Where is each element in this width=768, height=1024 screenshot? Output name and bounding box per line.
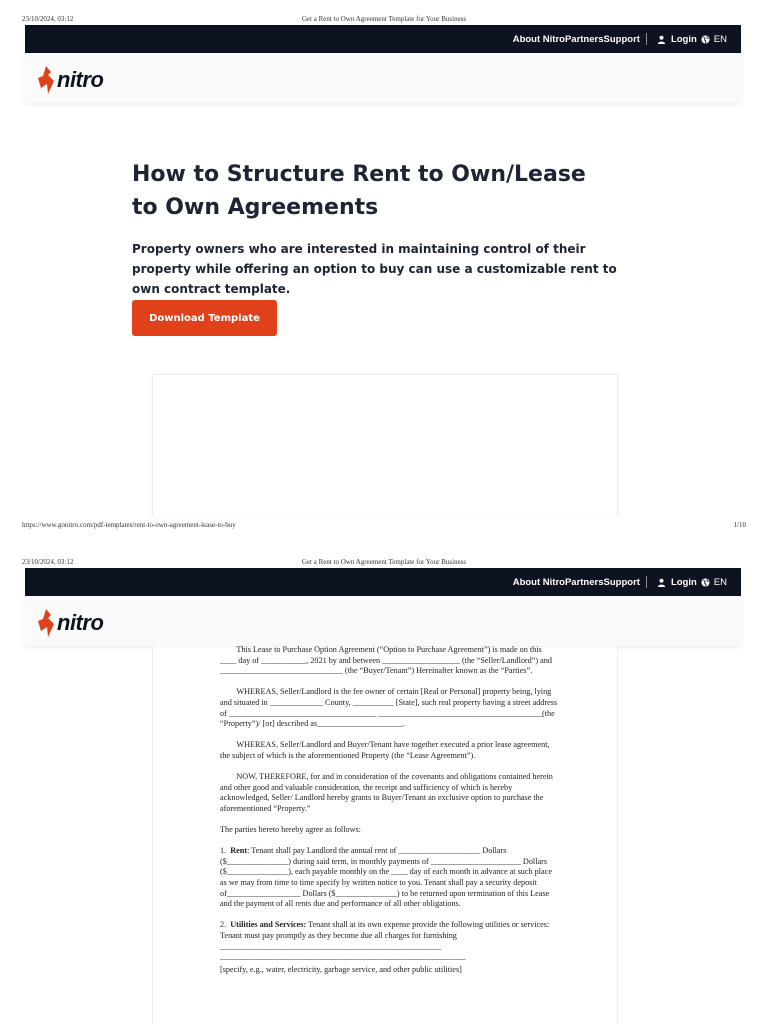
language-label: EN <box>713 33 727 45</box>
doc-paragraph: NOW, THEREFORE, for and in consideration of the covenants and obligations contained herein and other good and valuable consideration, the receipt and sufficiency of which is hereby acknowledged, Seller/ Landlord hereby grants to Buyer/Tenant an exclusive option to purchase the aforementioned “Property.” <box>220 772 555 813</box>
top-utility-bar <box>25 25 741 53</box>
section-heading: Utilities and Services: <box>230 920 307 930</box>
person-icon <box>657 35 666 44</box>
print-url: https://www.gonitro.com/pdf-templates/rent-to-own-agreement-lease-to-buy <box>22 521 236 529</box>
doc-paragraph: WHEREAS, Seller/Landlord and Buyer/Tenant have together executed a prior lease agreement, the subject of which is the aforementioned Property (the “Lease Agreement”). <box>220 740 552 760</box>
nitro-logo[interactable] <box>37 66 103 94</box>
doc-section-rent <box>220 846 560 910</box>
login-link[interactable] <box>657 577 697 588</box>
print-header-page-2 <box>0 555 768 569</box>
login-label: Login <box>670 33 697 45</box>
print-page-number: 1/10 <box>733 521 746 529</box>
download-template-button[interactable]: Download Template <box>132 300 277 336</box>
about-nitro-link[interactable]: About Nitro <box>512 33 565 45</box>
doc-note: [specify, e.g., water, electricity, garbage service, and other public utilities] <box>220 964 462 974</box>
partners-link[interactable]: Partners <box>564 33 604 45</box>
template-preview-frame <box>152 374 618 516</box>
support-link[interactable]: Support <box>603 576 640 588</box>
divider <box>646 576 647 588</box>
doc-paragraph: WHEREAS, Seller/Landlord is the fee owner of certain [Real or Personal] property being, lying and situated in _____________ County, __________ [State], such real property having a street address of ____________________________________ ________________________________________(the “Property”)/ [or] described as_____________________. <box>220 687 560 729</box>
logo-text: nitro <box>57 610 104 635</box>
page-title: How to Structure Rent to Own/Lease to Own Agreements <box>132 162 586 220</box>
print-page-title: Get a Rent to Own Agreement Template for Your Business <box>301 15 467 23</box>
globe-icon <box>701 578 710 587</box>
section-text: : Tenant shall pay Landlord the annual rent of ____________________ Dollars ($_______________) during said term, in monthly payments of ______________________ Dollars ($_______________), each payable monthly on the ____ day of each month in advance at such place as we may from time to time specify by written notice to you. Tenant shall pay a security deposit of__________________ Dollars ($_______________) to be returned upon termination of this Lease and the payment of all rents due and performance of all other obligations. <box>220 846 554 909</box>
page-subtitle: Property owners who are interested in maintaining control of their property while offering an option to buy can use a customizable rent to own contract template. <box>132 242 617 296</box>
language-selector[interactable] <box>701 34 727 45</box>
print-page-title: Get a Rent to Own Agreement Template for Your Business <box>301 558 467 566</box>
doc-paragraph: This Lease to Purchase Option Agreement (“Option to Purchase Agreement”) is made on this ____ day of ___________, 2021 by and between ___________________ (the “Seller/Landlord”) and ______________________________ (the “Buyer/Tenant”) Hereinafter known as the “Parties”. <box>220 645 555 676</box>
divider <box>646 33 647 45</box>
section-number: 1. <box>220 846 231 856</box>
nitro-flame-icon <box>37 66 55 94</box>
partners-link[interactable]: Partners <box>564 576 604 588</box>
main-navbar <box>25 53 741 103</box>
section-heading: Rent <box>230 846 248 856</box>
doc-section-utilities <box>220 920 560 962</box>
support-link[interactable]: Support <box>603 33 640 45</box>
nitro-logo[interactable] <box>37 609 103 637</box>
nitro-flame-icon <box>37 609 55 637</box>
section-number: 2. <box>220 920 231 930</box>
top-utility-bar-page-2 <box>25 568 741 596</box>
about-nitro-link[interactable]: About Nitro <box>512 576 565 588</box>
section-text: Tenant shall at its own expense provide the following utilities or services: Tenant must pay promptly as they become due all charges for furnishing ______________________________________________________ ____________________________________________________________ <box>220 920 552 962</box>
print-header <box>0 12 768 26</box>
globe-icon <box>701 35 710 44</box>
print-datetime: 23/10/2024, 03:12 <box>22 15 74 23</box>
login-link[interactable] <box>657 34 697 45</box>
language-selector[interactable] <box>701 577 727 588</box>
agreement-document <box>220 645 560 986</box>
main-navbar-page-2 <box>25 596 741 646</box>
person-icon <box>657 578 666 587</box>
print-datetime: 23/10/2024, 03:12 <box>22 558 74 566</box>
login-label: Login <box>670 576 697 588</box>
doc-paragraph: The parties hereto hereby agree as follows: <box>220 825 361 835</box>
logo-text: nitro <box>57 67 104 92</box>
language-label: EN <box>713 576 727 588</box>
print-footer <box>0 518 768 532</box>
